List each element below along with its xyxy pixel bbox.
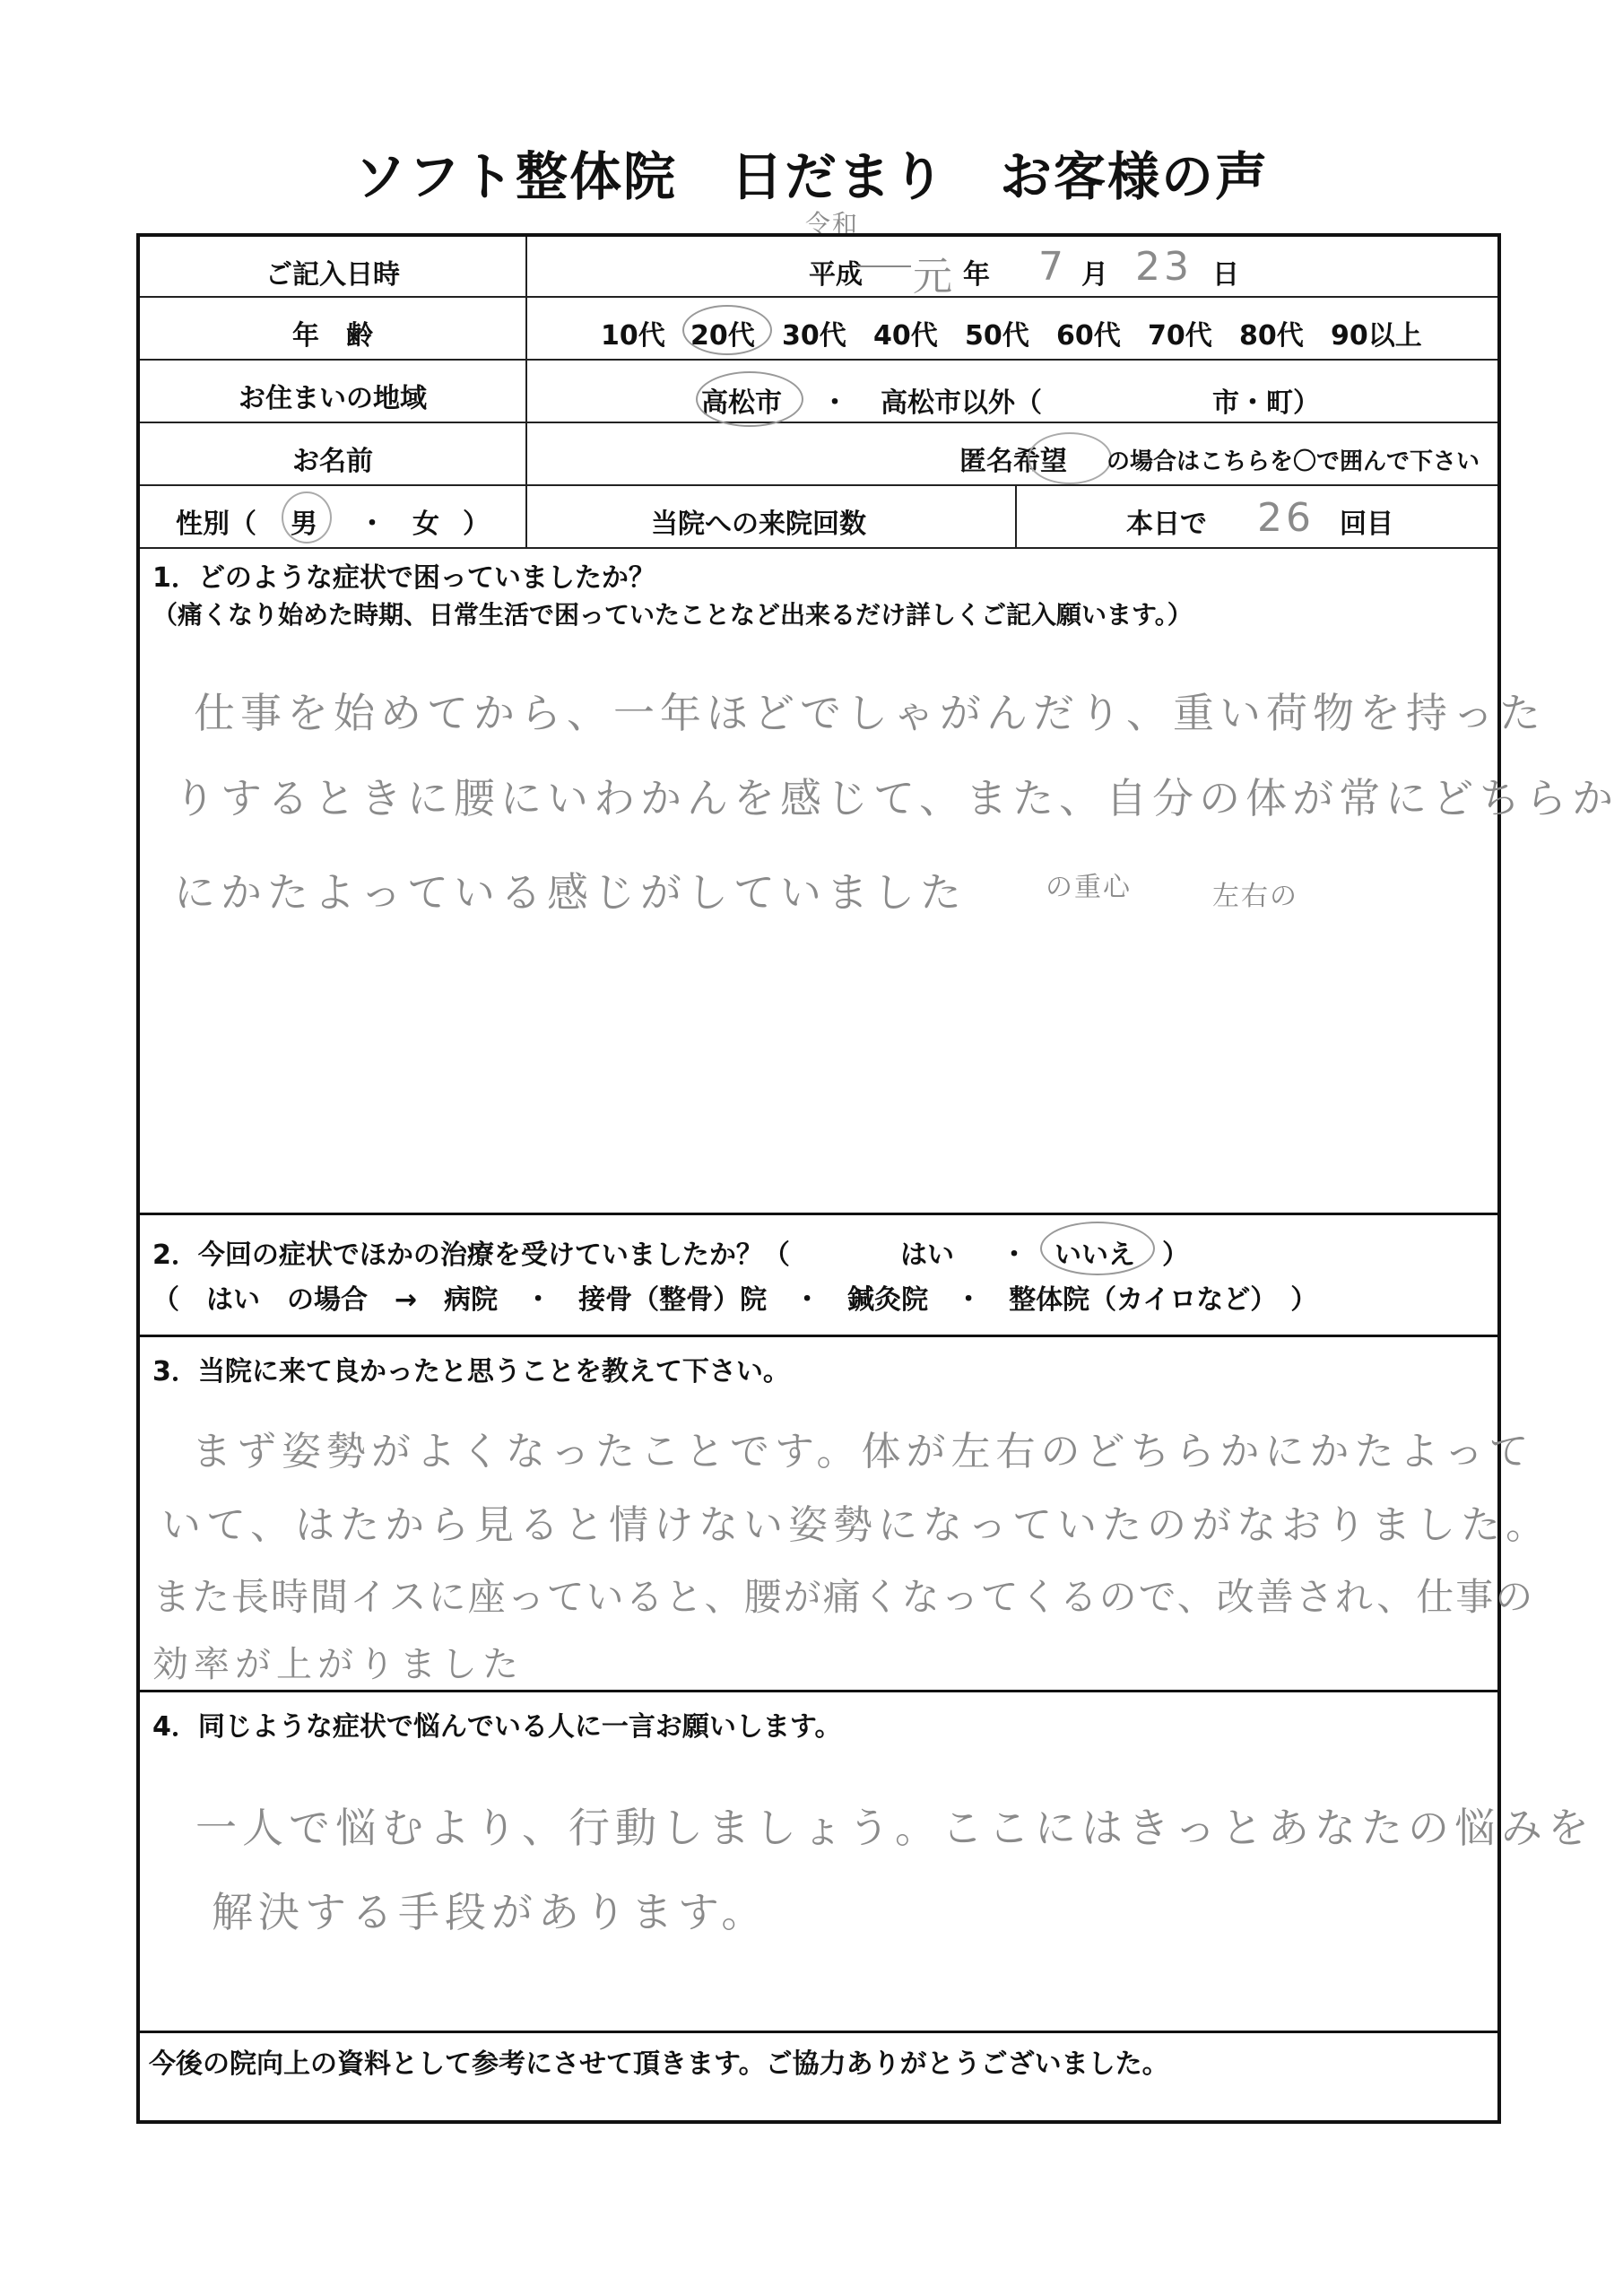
q2-yes[interactable]: はい — [900, 1239, 954, 1271]
q1-annotation-1: の重心 — [1046, 872, 1132, 903]
q4-answer-line-1[interactable]: 一人で悩むより、行動しましょう。ここにはきっとあなたの悩みを — [195, 1804, 1594, 1852]
q4-answer-line-2[interactable]: 解決する手段があります。 — [212, 1888, 768, 1936]
q1-answer-line-3[interactable]: にかたよっている感じがしていました — [174, 868, 967, 917]
region-suffix: 市・町） — [1212, 387, 1320, 419]
month-handwritten: 7 — [1038, 244, 1067, 290]
region-dot: ・ — [821, 387, 848, 419]
q2-no[interactable]: いいえ — [1055, 1239, 1135, 1271]
footer-note: 今後の院向上の資料として参考にさせて頂きます。ご協力ありがとうございました。 — [149, 2048, 1169, 2080]
age-option-30[interactable]: 30代 — [782, 320, 846, 352]
region-label: お住まいの地域 — [239, 383, 427, 414]
anonymous-note: の場合はこちらを〇で囲んで下さい — [1107, 448, 1480, 475]
q3-answer-line-4[interactable]: 効率が上がりました — [152, 1644, 524, 1685]
year-handwritten: 元 — [913, 254, 956, 300]
q3-answer-line-3[interactable]: また長時間イスに座っていると、腰が痛くなってくるので、改善され、仕事の — [152, 1575, 1535, 1619]
age-option-70[interactable]: 70代 — [1148, 320, 1212, 352]
q2-close: ） — [1162, 1239, 1189, 1271]
gender-option-female[interactable]: 女 — [412, 509, 439, 540]
q2-question: 2．今回の症状でほかの治療を受けていましたか？（ — [152, 1239, 790, 1271]
name-label: お名前 — [292, 446, 373, 477]
q2-sub: （ はい の場合 → 病院 ・ 接骨（整骨）院 ・ 鍼灸院 ・ 整体院（カイロなど） ） — [152, 1284, 1318, 1316]
age-option-40[interactable]: 40代 — [873, 320, 938, 352]
age-option-60[interactable]: 60代 — [1056, 320, 1121, 352]
region-option-takamatsu[interactable]: 高松市 — [701, 387, 782, 419]
gender-label-close: ） — [463, 509, 490, 540]
q1-answer-line-2[interactable]: りするときに腰にいわかんを感じて、また、自分の体が常にどちらか — [174, 774, 1619, 822]
q1-hint: （痛くなり始めた時期、日常生活で困っていたことなど出来るだけ詳しくご記入願います。） — [152, 600, 1193, 630]
age-option-90[interactable]: 90以上 — [1331, 320, 1422, 352]
date-label: ご記入日時 — [265, 259, 400, 291]
gender-option-male[interactable]: 男 — [291, 509, 317, 540]
age-option-80[interactable]: 80代 — [1239, 320, 1304, 352]
q1-annotation-2: 左右の — [1212, 881, 1298, 912]
today-label: 本日で — [1126, 509, 1207, 540]
q3-question: 3．当院に来て良かったと思うことを教えて下さい。 — [152, 1356, 790, 1387]
age-option-20[interactable]: 20代 — [690, 320, 755, 352]
visits-label: 当院への来院回数 — [651, 509, 866, 540]
region-selected-circle — [696, 371, 803, 427]
q3-answer-line-2[interactable]: いて、はたから見ると情けない姿勢になっていたのがなおりました。 — [161, 1502, 1551, 1548]
q3-answer-line-1[interactable]: まず姿勢がよくなったことです。体が左右のどちらかにかたよって — [192, 1429, 1534, 1474]
month-unit: 月 — [1081, 259, 1108, 291]
age-label: 年 齢 — [292, 320, 373, 352]
visits-handwritten: 26 — [1257, 495, 1315, 541]
q4-question: 4．同じような症状で悩んでいる人に一言お願いします。 — [152, 1711, 842, 1743]
age-option-50[interactable]: 50代 — [965, 320, 1029, 352]
survey-form — [136, 233, 1619, 2124]
age-selected-circle — [682, 305, 772, 355]
anonymous-circle — [1028, 432, 1112, 484]
gender-selected-circle — [282, 491, 332, 544]
day-unit: 日 — [1212, 259, 1239, 291]
q2-dot: ・ — [1001, 1239, 1028, 1271]
era-handwritten: 令和 — [805, 209, 860, 239]
anonymous-option[interactable]: 匿名希望 — [959, 446, 1067, 477]
era-printed: 平成 — [809, 259, 863, 291]
region-option-outside[interactable]: 高松市以外（ — [881, 387, 1042, 419]
q1-answer-line-1[interactable]: 仕事を始めてから、一年ほどでしゃがんだり、重い荷物を持った — [194, 689, 1546, 737]
day-handwritten: 23 — [1135, 244, 1193, 290]
gender-label-open: 性別（ — [176, 509, 256, 540]
gender-dot: ・ — [359, 509, 386, 540]
q2-selected-circle — [1040, 1222, 1155, 1275]
age-option-10[interactable]: 10代 — [601, 320, 665, 352]
page-title: ソフト整体院 日だまり お客様の声 — [353, 146, 1269, 207]
q1-question: 1．どのような症状で困っていましたか？ — [152, 562, 655, 594]
year-unit: 年 — [963, 259, 990, 291]
times-label: 回目 — [1340, 509, 1393, 540]
